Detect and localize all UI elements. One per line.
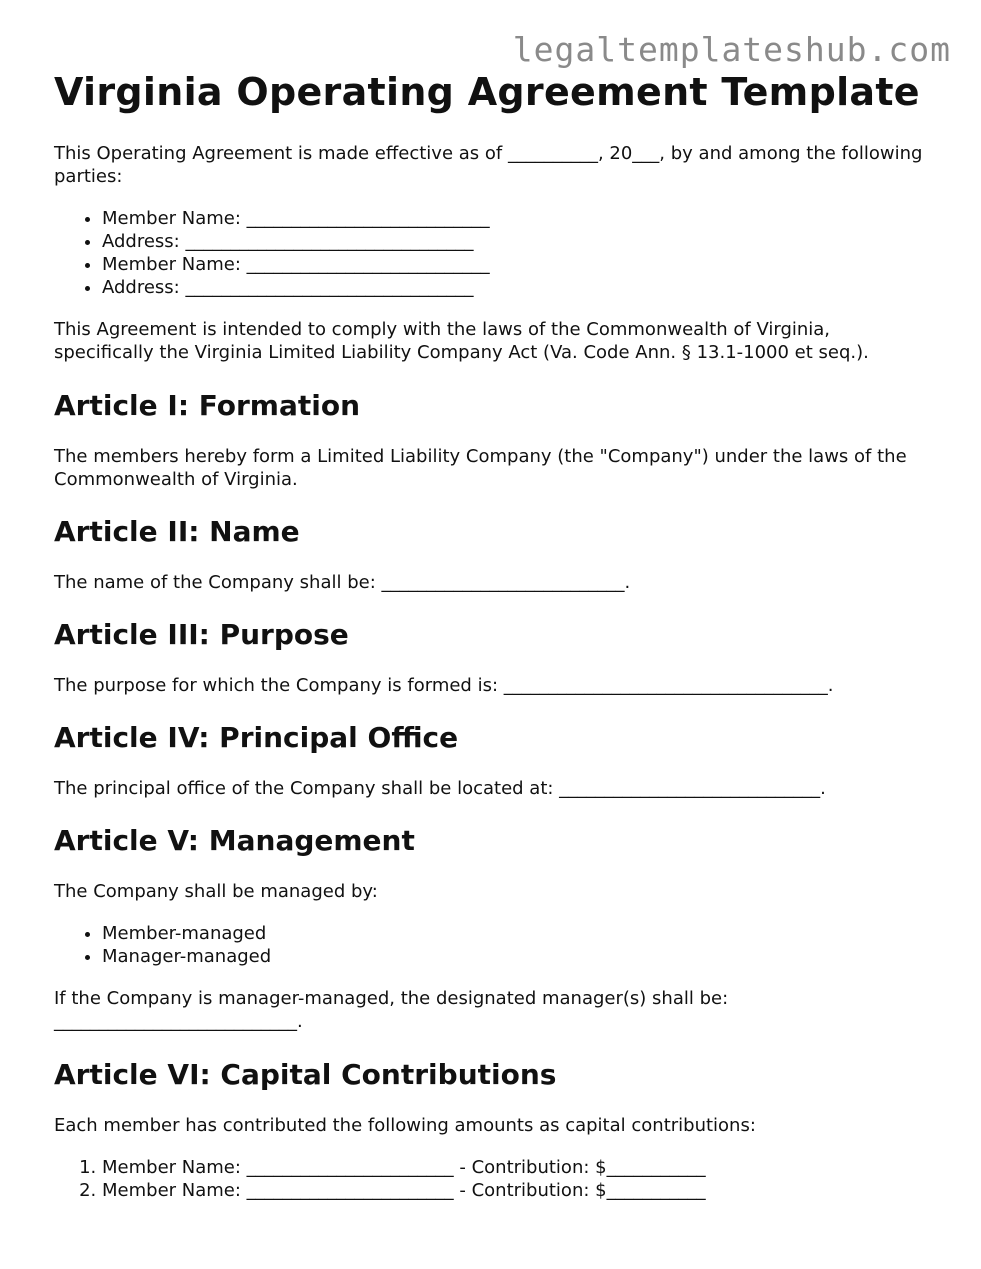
document-title: Virginia Operating Agreement Template	[54, 70, 920, 114]
article-text-name: The name of the Company shall be: ___________________________.	[54, 572, 631, 593]
article-text-office: The principal office of the Company shall be located at: _____________________________.	[54, 778, 826, 799]
article-text-capital: Each member has contributed the following amounts as capital contributions:	[54, 1115, 756, 1136]
list-item: • Manager-managed	[102, 945, 934, 968]
article-heading-office: Article IV: Principal Office	[54, 721, 459, 754]
watermark-text: legaltemplateshub.com	[512, 30, 951, 69]
article-heading-formation: Article I: Formation	[54, 389, 361, 422]
compliance-paragraph: This Agreement is intended to comply with the laws of the Commonwealth of Virginia, specifically the Virginia Limited Liability Company Act (Va. Code Ann. § 13.1-1000 et seq.).	[54, 319, 869, 363]
article-heading-name: Article II: Name	[54, 515, 300, 548]
list-item: 2. Member Name: _______________________ - Contribution: $___________	[102, 1179, 934, 1202]
list-item: • Address: ________________________________	[102, 276, 934, 299]
article-heading-capital: Article VI: Capital Contributions	[54, 1058, 557, 1091]
article-heading-purpose: Article III: Purpose	[54, 618, 349, 651]
article-text-formation: The members hereby form a Limited Liability Company (the "Company") under the laws of the Commonwealth of Virginia.	[54, 446, 907, 490]
article-text-purpose: The purpose for which the Company is formed is: ____________________________________.	[54, 675, 834, 696]
list-item: • Member-managed	[102, 922, 934, 945]
document-body	[54, 142, 934, 1202]
list-item: • Member Name: ___________________________	[102, 207, 934, 230]
article-heading-management: Article V: Management	[54, 824, 415, 857]
list-item: 1. Member Name: _______________________ - Contribution: $___________	[102, 1156, 934, 1179]
management-options-list	[54, 922, 934, 968]
manager-designation-paragraph: If the Company is manager-managed, the designated manager(s) shall be: ___________________________.	[54, 988, 729, 1032]
list-item: • Address: ________________________________	[102, 230, 934, 253]
list-item: • Member Name: ___________________________	[102, 253, 934, 276]
intro-paragraph: This Operating Agreement is made effective as of __________, 20___, by and among the following parties:	[54, 143, 923, 187]
contributions-list	[54, 1156, 934, 1202]
article-text-management: The Company shall be managed by:	[54, 881, 378, 902]
parties-list	[54, 207, 934, 299]
